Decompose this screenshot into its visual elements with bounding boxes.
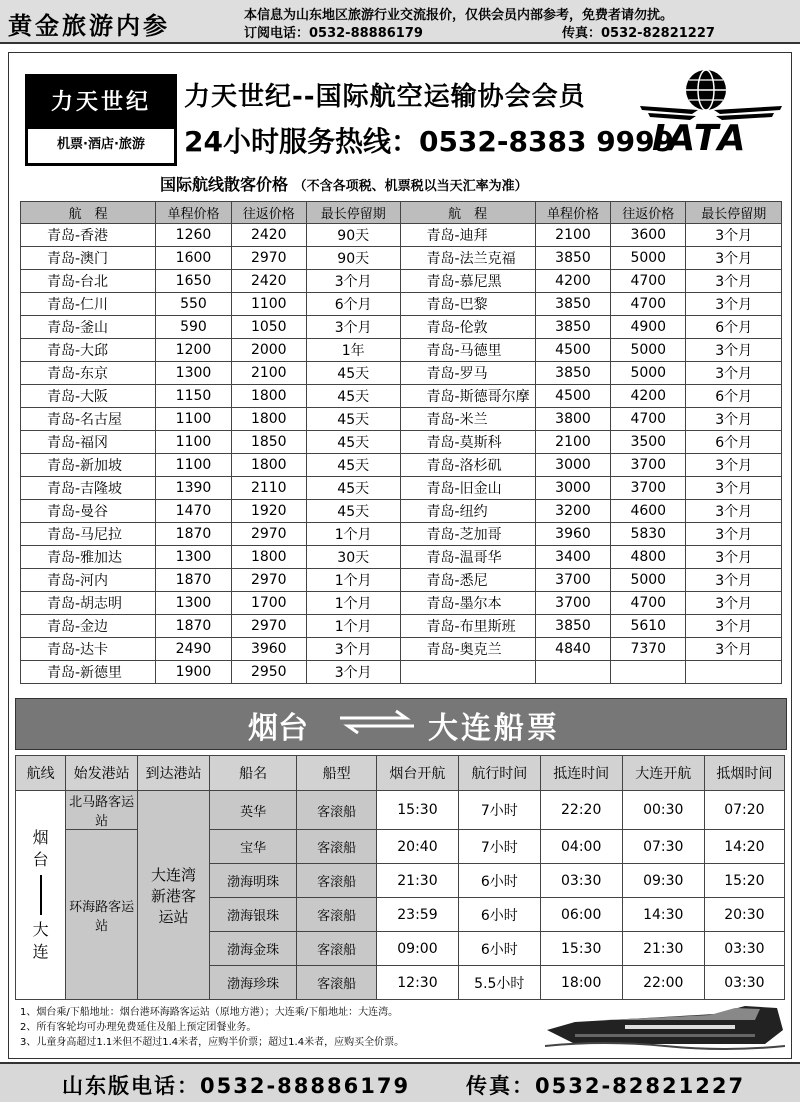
fare-stay-right: 3个月 <box>686 477 782 500</box>
fare-stay-left: 45天 <box>306 431 400 454</box>
fare-return-right: 3700 <box>611 477 686 500</box>
fare-return-left: 1800 <box>231 408 306 431</box>
fare-stay-left: 90天 <box>306 224 400 247</box>
fare-stay-right: 3个月 <box>686 638 782 661</box>
fare-route-left: 青岛-马尼拉 <box>21 523 156 546</box>
fare-row <box>21 661 782 684</box>
ferry-row <box>16 791 785 830</box>
ferry-yantai-depart: 15:30 <box>376 791 458 830</box>
ferry-ship-type: 客滚船 <box>297 932 377 966</box>
fare-oneway-right: 3800 <box>535 408 610 431</box>
ferry-row <box>16 830 785 864</box>
subscription-phone: 订阅电话：0532-88886179 <box>244 26 423 41</box>
ferry-dalian-depart: 22:00 <box>622 966 704 1000</box>
ferry-col-dalian-arrive: 抵连时间 <box>540 756 622 791</box>
fare-stay-left: 1个月 <box>306 592 400 615</box>
ferry-dalian-arrive: 15:30 <box>540 932 622 966</box>
ferry-dalian-arrive: 22:20 <box>540 791 622 830</box>
ferry-yantai-arrive: 03:30 <box>704 966 784 1000</box>
fare-route-right: 青岛-悉尼 <box>400 569 535 592</box>
note-1: 1、烟台乘/下船地址：烟台港环海路客运站（原地方港）；大连乘/下船地址：大连湾。 <box>20 1007 399 1018</box>
fare-route-right: 青岛-迪拜 <box>400 224 535 247</box>
fare-stay-left: 6个月 <box>306 293 400 316</box>
fare-row <box>21 247 782 270</box>
route-char-2: 台 <box>32 850 49 869</box>
ferry-dalian-arrive: 03:30 <box>540 864 622 898</box>
fare-stay-left: 3个月 <box>306 638 400 661</box>
logo-name: 力天世纪 <box>28 77 174 129</box>
footer-phone: 山东版电话：0532-88886179 <box>62 1074 411 1098</box>
fare-stay-right: 3个月 <box>686 408 782 431</box>
ferry-yantai-arrive: 14:20 <box>704 830 784 864</box>
fare-route-left: 青岛-胡志明 <box>21 592 156 615</box>
banner-from: 烟台 <box>248 711 308 746</box>
ferry-col-yantai-depart: 烟台开航 <box>376 756 458 791</box>
fare-oneway-left: 1260 <box>156 224 231 247</box>
ferry-ship-name: 英华 <box>209 791 296 830</box>
route-char-4: 连 <box>32 942 49 961</box>
fare-route-right: 青岛-米兰 <box>400 408 535 431</box>
ferry-route-cell <box>16 791 66 1000</box>
fare-stay-right <box>686 661 782 684</box>
fare-row <box>21 615 782 638</box>
fare-return-left: 1920 <box>231 500 306 523</box>
fare-return-right: 4800 <box>611 546 686 569</box>
fare-oneway-right: 3200 <box>535 500 610 523</box>
fare-oneway-left: 1600 <box>156 247 231 270</box>
fare-stay-left: 3个月 <box>306 661 400 684</box>
fare-oneway-left: 1300 <box>156 546 231 569</box>
fare-oneway-left: 590 <box>156 316 231 339</box>
fare-stay-right: 3个月 <box>686 546 782 569</box>
fare-route-right: 青岛-洛杉矶 <box>400 454 535 477</box>
fare-oneway-left: 2490 <box>156 638 231 661</box>
fare-stay-right: 3个月 <box>686 247 782 270</box>
fare-row <box>21 362 782 385</box>
iata-wordmark: IATA <box>652 118 748 159</box>
fare-oneway-left: 1650 <box>156 270 231 293</box>
fare-return-right: 4700 <box>611 270 686 293</box>
fare-stay-left: 3个月 <box>306 270 400 293</box>
ferry-col-ship-type: 船型 <box>297 756 377 791</box>
ferry-col-ship-name: 船名 <box>209 756 296 791</box>
footer-bar <box>0 1062 800 1102</box>
fare-stay-right: 3个月 <box>686 592 782 615</box>
ferry-body <box>16 791 785 1000</box>
header-membership: 力天世纪--国际航空运输协会会员 <box>184 82 586 112</box>
fare-return-left: 2970 <box>231 615 306 638</box>
route-char-1: 烟 <box>32 828 49 847</box>
ferry-ship-type: 客滚船 <box>297 791 377 830</box>
fare-row <box>21 293 782 316</box>
fare-return-right: 3600 <box>611 224 686 247</box>
ferry-yantai-arrive: 15:20 <box>704 864 784 898</box>
fare-stay-left: 1年 <box>306 339 400 362</box>
ferry-ship-name: 渤海珍珠 <box>209 966 296 1000</box>
ferry-ship-type: 客滚船 <box>297 830 377 864</box>
company-logo <box>25 74 177 166</box>
fare-return-right: 4200 <box>611 385 686 408</box>
fare-route-left: 青岛-新加坡 <box>21 454 156 477</box>
ferry-yantai-depart: 09:00 <box>376 932 458 966</box>
fare-route-left: 青岛-金边 <box>21 615 156 638</box>
fare-route-left: 青岛-吉隆坡 <box>21 477 156 500</box>
fare-row <box>21 523 782 546</box>
fare-oneway-left: 1870 <box>156 523 231 546</box>
ferry-col-departure-station: 始发港站 <box>66 756 138 791</box>
fare-return-left: 2100 <box>231 362 306 385</box>
note-2: 2、所有客轮均可办理免费延住及船上预定团餐业务。 <box>20 1022 257 1033</box>
fare-route-left: 青岛-釜山 <box>21 316 156 339</box>
fare-stay-right: 3个月 <box>686 362 782 385</box>
fare-oneway-left: 1390 <box>156 477 231 500</box>
fare-oneway-right: 3850 <box>535 293 610 316</box>
ferry-dalian-arrive: 18:00 <box>540 966 622 1000</box>
ferry-yantai-depart: 12:30 <box>376 966 458 1000</box>
fare-return-right: 3500 <box>611 431 686 454</box>
fare-route-left: 青岛-新德里 <box>21 661 156 684</box>
fare-row <box>21 569 782 592</box>
ferry-dalian-depart: 07:30 <box>622 830 704 864</box>
fare-return-right <box>611 661 686 684</box>
fare-return-right: 4600 <box>611 500 686 523</box>
fare-oneway-left: 1100 <box>156 408 231 431</box>
fare-stay-left: 1个月 <box>306 615 400 638</box>
fare-route-left: 青岛-河内 <box>21 569 156 592</box>
ferry-duration: 7小时 <box>458 830 540 864</box>
fare-route-right: 青岛-布里斯班 <box>400 615 535 638</box>
fare-stay-right: 6个月 <box>686 385 782 408</box>
fare-route-right: 青岛-法兰克福 <box>400 247 535 270</box>
fare-return-left: 1800 <box>231 454 306 477</box>
fare-route-right: 青岛-温哥华 <box>400 546 535 569</box>
ferry-dalian-arrive: 06:00 <box>540 898 622 932</box>
fare-stay-right: 3个月 <box>686 454 782 477</box>
fare-route-left: 青岛-名古屋 <box>21 408 156 431</box>
fare-stay-left: 30天 <box>306 546 400 569</box>
fare-stay-left: 45天 <box>306 385 400 408</box>
ferry-ship-name: 渤海金珠 <box>209 932 296 966</box>
ferry-yantai-depart: 23:59 <box>376 898 458 932</box>
fare-return-left: 1850 <box>231 431 306 454</box>
fare-route-left: 青岛-曼谷 <box>21 500 156 523</box>
fare-return-right: 4700 <box>611 592 686 615</box>
ferry-duration: 5.5小时 <box>458 966 540 1000</box>
fare-stay-right: 3个月 <box>686 615 782 638</box>
fare-return-left: 1100 <box>231 293 306 316</box>
fares-col-return-1: 往返价格 <box>231 202 306 224</box>
fare-stay-right: 6个月 <box>686 431 782 454</box>
banner-to: 大连船票 <box>428 711 560 746</box>
ferry-banner <box>15 698 787 750</box>
fare-oneway-right: 4500 <box>535 339 610 362</box>
fare-row <box>21 385 782 408</box>
header-hotline: 24小时服务热线：0532-8383 9999 <box>184 125 675 158</box>
fare-stay-left: 45天 <box>306 477 400 500</box>
exchange-arrows-icon <box>338 709 416 735</box>
ferry-duration: 6小时 <box>458 932 540 966</box>
fare-return-right: 5000 <box>611 339 686 362</box>
fare-route-left: 青岛-香港 <box>21 224 156 247</box>
fare-stay-right: 3个月 <box>686 569 782 592</box>
fare-oneway-right: 3000 <box>535 477 610 500</box>
ferry-dalian-depart: 21:30 <box>622 932 704 966</box>
ferry-col-route: 航线 <box>16 756 66 791</box>
fares-col-route-1: 航 程 <box>21 202 156 224</box>
ferry-col-arrival-station: 到达港站 <box>137 756 209 791</box>
fare-route-left: 青岛-福冈 <box>21 431 156 454</box>
fare-row <box>21 454 782 477</box>
ferry-col-yantai-arrive: 抵烟时间 <box>704 756 784 791</box>
ferry-yantai-arrive: 07:20 <box>704 791 784 830</box>
fare-return-left: 2420 <box>231 270 306 293</box>
fare-stay-left: 45天 <box>306 500 400 523</box>
fare-oneway-right: 3960 <box>535 523 610 546</box>
fare-row <box>21 316 782 339</box>
fare-return-right: 7370 <box>611 638 686 661</box>
fare-return-left: 2420 <box>231 224 306 247</box>
fare-return-right: 5610 <box>611 615 686 638</box>
fare-row <box>21 477 782 500</box>
fare-return-right: 5000 <box>611 362 686 385</box>
fare-route-left: 青岛-东京 <box>21 362 156 385</box>
fare-return-right: 4700 <box>611 408 686 431</box>
fare-route-right: 青岛-奥克兰 <box>400 638 535 661</box>
ferry-header-row <box>16 756 785 791</box>
fare-stay-left: 45天 <box>306 454 400 477</box>
fare-route-right: 青岛-斯德哥尔摩 <box>400 385 535 408</box>
fare-return-right: 4900 <box>611 316 686 339</box>
fare-oneway-right: 3000 <box>535 454 610 477</box>
fare-route-right <box>400 661 535 684</box>
notice-text: 本信息为山东地区旅游行业交流报价，仅供会员内部参考，免费者请勿扰。 <box>244 8 674 23</box>
fare-route-left: 青岛-大阪 <box>21 385 156 408</box>
fare-return-left: 1050 <box>231 316 306 339</box>
fare-stay-right: 6个月 <box>686 316 782 339</box>
fare-stay-right: 3个月 <box>686 339 782 362</box>
fare-route-right: 青岛-巴黎 <box>400 293 535 316</box>
ferry-ship-name: 渤海银珠 <box>209 898 296 932</box>
station-huanhailu: 环海路客运站 <box>66 830 138 1000</box>
fare-stay-left: 90天 <box>306 247 400 270</box>
fare-stay-left: 45天 <box>306 408 400 431</box>
fare-oneway-right: 4200 <box>535 270 610 293</box>
fare-return-left: 2970 <box>231 523 306 546</box>
fare-return-right: 3700 <box>611 454 686 477</box>
fare-oneway-right: 2100 <box>535 224 610 247</box>
ferry-ship-name: 渤海明珠 <box>209 864 296 898</box>
fare-return-left: 1800 <box>231 546 306 569</box>
fare-oneway-right: 3700 <box>535 592 610 615</box>
ferry-dalian-depart: 14:30 <box>622 898 704 932</box>
fare-return-left: 2970 <box>231 569 306 592</box>
fare-return-left: 3960 <box>231 638 306 661</box>
fare-stay-left: 3个月 <box>306 316 400 339</box>
fare-return-left: 2970 <box>231 247 306 270</box>
ferry-dalian-arrive: 04:00 <box>540 830 622 864</box>
fare-row <box>21 270 782 293</box>
subscription-line <box>244 22 715 41</box>
top-bar <box>0 0 800 44</box>
fare-oneway-left: 1900 <box>156 661 231 684</box>
fare-return-left: 2950 <box>231 661 306 684</box>
fare-route-right: 青岛-罗马 <box>400 362 535 385</box>
fare-oneway-left: 550 <box>156 293 231 316</box>
ferry-ship-type: 客滚船 <box>297 966 377 1000</box>
fare-route-left: 青岛-雅加达 <box>21 546 156 569</box>
ferry-yantai-arrive: 03:30 <box>704 932 784 966</box>
fare-route-right: 青岛-纽约 <box>400 500 535 523</box>
arrival-station: 大连湾新港客运站 <box>137 791 209 1000</box>
fare-oneway-right: 3700 <box>535 569 610 592</box>
fare-oneway-right: 3850 <box>535 247 610 270</box>
route-line <box>40 875 42 915</box>
route-char-3: 大 <box>32 920 49 939</box>
fare-route-right: 青岛-旧金山 <box>400 477 535 500</box>
fare-return-right: 5830 <box>611 523 686 546</box>
fares-col-oneway-2: 单程价格 <box>535 202 610 224</box>
ferry-table <box>15 755 785 1000</box>
fare-route-left: 青岛-台北 <box>21 270 156 293</box>
fares-table <box>20 201 782 684</box>
fare-row <box>21 546 782 569</box>
fare-stay-left: 1个月 <box>306 523 400 546</box>
fare-row <box>21 592 782 615</box>
fare-route-right: 青岛-慕尼黑 <box>400 270 535 293</box>
note-3: 3、儿童身高超过1.1米但不超过1.4米者，应购半价票；超过1.4米者，应购买全价票。 <box>20 1037 405 1048</box>
fare-oneway-right: 4500 <box>535 385 610 408</box>
station-beimalu: 北马路客运站 <box>66 791 138 830</box>
fares-col-stay-1: 最长停留期 <box>306 202 400 224</box>
fare-row <box>21 224 782 247</box>
fare-route-right: 青岛-莫斯科 <box>400 431 535 454</box>
fare-route-left: 青岛-仁川 <box>21 293 156 316</box>
fare-oneway-right: 3850 <box>535 362 610 385</box>
fare-oneway-right: 3850 <box>535 316 610 339</box>
fare-stay-right: 3个月 <box>686 500 782 523</box>
fare-route-right: 青岛-马德里 <box>400 339 535 362</box>
fare-return-left: 1800 <box>231 385 306 408</box>
fare-route-left: 青岛-大邱 <box>21 339 156 362</box>
fare-oneway-right: 3850 <box>535 615 610 638</box>
footer-fax: 传真：0532-82821227 <box>466 1074 746 1098</box>
fare-return-left: 2110 <box>231 477 306 500</box>
ship-icon <box>545 1000 785 1050</box>
fare-row <box>21 500 782 523</box>
fare-row <box>21 431 782 454</box>
ferry-notes <box>20 1005 404 1050</box>
subscription-fax: 传真：0532-82821227 <box>562 26 715 41</box>
fare-return-right: 5000 <box>611 247 686 270</box>
fares-title-text: 国际航线散客价格 <box>160 175 289 194</box>
ferry-ship-type: 客滚船 <box>297 898 377 932</box>
fare-stay-right: 3个月 <box>686 293 782 316</box>
ferry-yantai-arrive: 20:30 <box>704 898 784 932</box>
fares-title <box>160 172 528 195</box>
ferry-col-dalian-depart: 大连开航 <box>622 756 704 791</box>
fare-oneway-left: 1100 <box>156 454 231 477</box>
fare-oneway-right: 3400 <box>535 546 610 569</box>
fare-stay-right: 3个月 <box>686 523 782 546</box>
fares-note: （不含各项税、机票税以当天汇率为准） <box>293 179 528 194</box>
fare-route-right: 青岛-芝加哥 <box>400 523 535 546</box>
ferry-duration: 7小时 <box>458 791 540 830</box>
fare-route-left: 青岛-达卡 <box>21 638 156 661</box>
ferry-duration: 6小时 <box>458 898 540 932</box>
fare-oneway-right: 2100 <box>535 431 610 454</box>
fare-oneway-left: 1470 <box>156 500 231 523</box>
fare-oneway-right <box>535 661 610 684</box>
fare-oneway-left: 1200 <box>156 339 231 362</box>
fare-oneway-left: 1870 <box>156 615 231 638</box>
brand-title: 黄金旅游内参 <box>8 12 170 40</box>
ferry-ship-name: 宝华 <box>209 830 296 864</box>
fare-return-left: 1700 <box>231 592 306 615</box>
fare-return-right: 5000 <box>611 569 686 592</box>
fares-col-return-2: 往返价格 <box>611 202 686 224</box>
logo-services: 机票·酒店·旅游 <box>57 137 145 152</box>
ferry-yantai-depart: 21:30 <box>376 864 458 898</box>
fare-return-right: 4700 <box>611 293 686 316</box>
fare-oneway-right: 4840 <box>535 638 610 661</box>
ferry-duration: 6小时 <box>458 864 540 898</box>
fare-oneway-left: 1300 <box>156 362 231 385</box>
fares-col-route-2: 航 程 <box>400 202 535 224</box>
fare-route-right: 青岛-伦敦 <box>400 316 535 339</box>
fare-stay-right: 3个月 <box>686 224 782 247</box>
ferry-dalian-depart: 00:30 <box>622 791 704 830</box>
fare-oneway-left: 1150 <box>156 385 231 408</box>
fares-header-row <box>21 202 782 224</box>
fares-col-oneway-1: 单程价格 <box>156 202 231 224</box>
ferry-yantai-depart: 20:40 <box>376 830 458 864</box>
ferry-ship-type: 客滚船 <box>297 864 377 898</box>
fare-row <box>21 339 782 362</box>
fare-stay-left: 1个月 <box>306 569 400 592</box>
fare-row <box>21 638 782 661</box>
fares-col-stay-2: 最长停留期 <box>686 202 782 224</box>
fare-oneway-left: 1300 <box>156 592 231 615</box>
fare-stay-right: 3个月 <box>686 270 782 293</box>
fares-body <box>21 224 782 684</box>
ferry-dalian-depart: 09:30 <box>622 864 704 898</box>
fare-stay-left: 45天 <box>306 362 400 385</box>
fare-oneway-left: 1870 <box>156 569 231 592</box>
fare-row <box>21 408 782 431</box>
fare-oneway-left: 1100 <box>156 431 231 454</box>
fare-route-right: 青岛-墨尔本 <box>400 592 535 615</box>
ferry-col-duration: 航行时间 <box>458 756 540 791</box>
fare-return-left: 2000 <box>231 339 306 362</box>
fare-route-left: 青岛-澳门 <box>21 247 156 270</box>
